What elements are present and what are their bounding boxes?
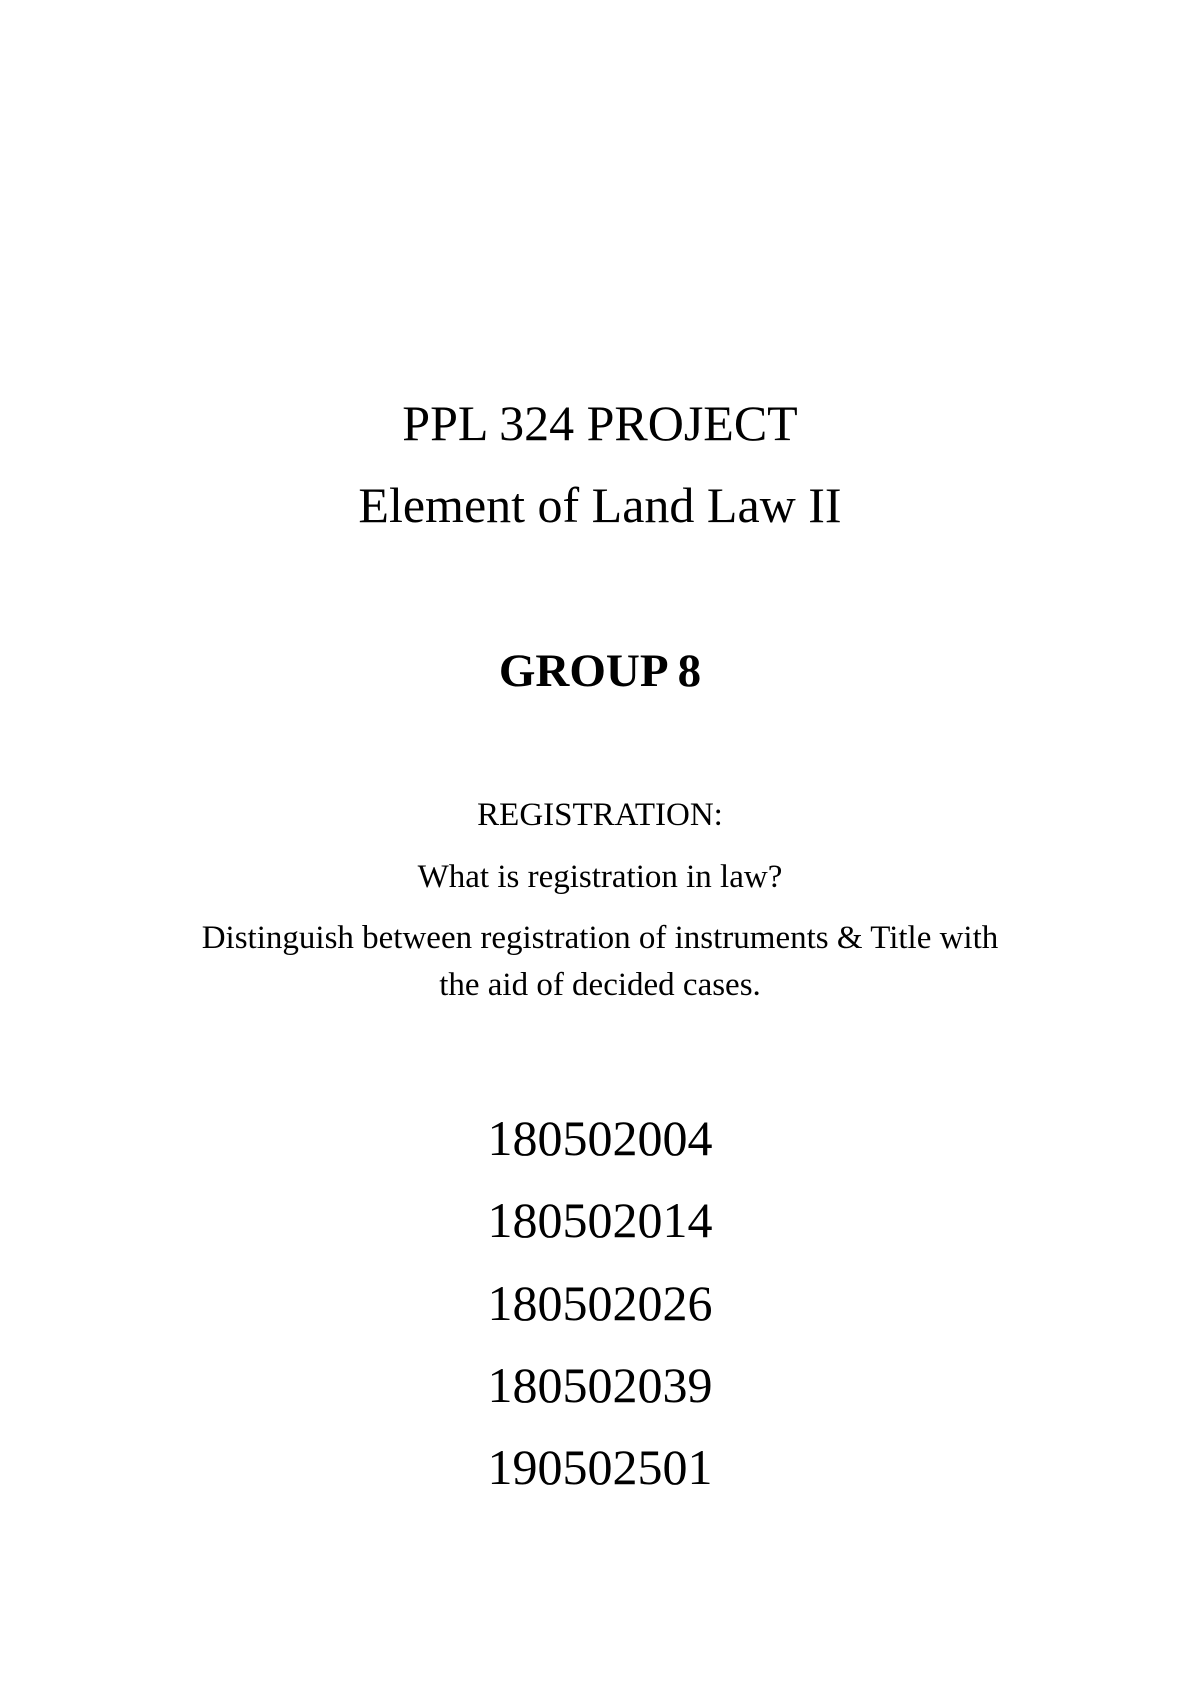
student-id: 180502004 (487, 1110, 713, 1166)
student-id: 180502014 (487, 1192, 713, 1248)
student-id: 190502501 (487, 1439, 713, 1495)
question-2-line-2: the aid of decided cases. (439, 967, 761, 1003)
student-id: 180502026 (487, 1275, 713, 1331)
student-id: 180502039 (487, 1357, 713, 1413)
topic-heading: REGISTRATION: (477, 797, 723, 833)
question-2-line-1: Distinguish between registration of instruments & Title with (201, 920, 999, 956)
question-1: What is registration in law? (417, 859, 783, 895)
course-subtitle: Element of Land Law II (358, 477, 842, 533)
group-label: GROUP 8 (498, 645, 702, 697)
course-title: PPL 324 PROJECT (402, 395, 798, 451)
